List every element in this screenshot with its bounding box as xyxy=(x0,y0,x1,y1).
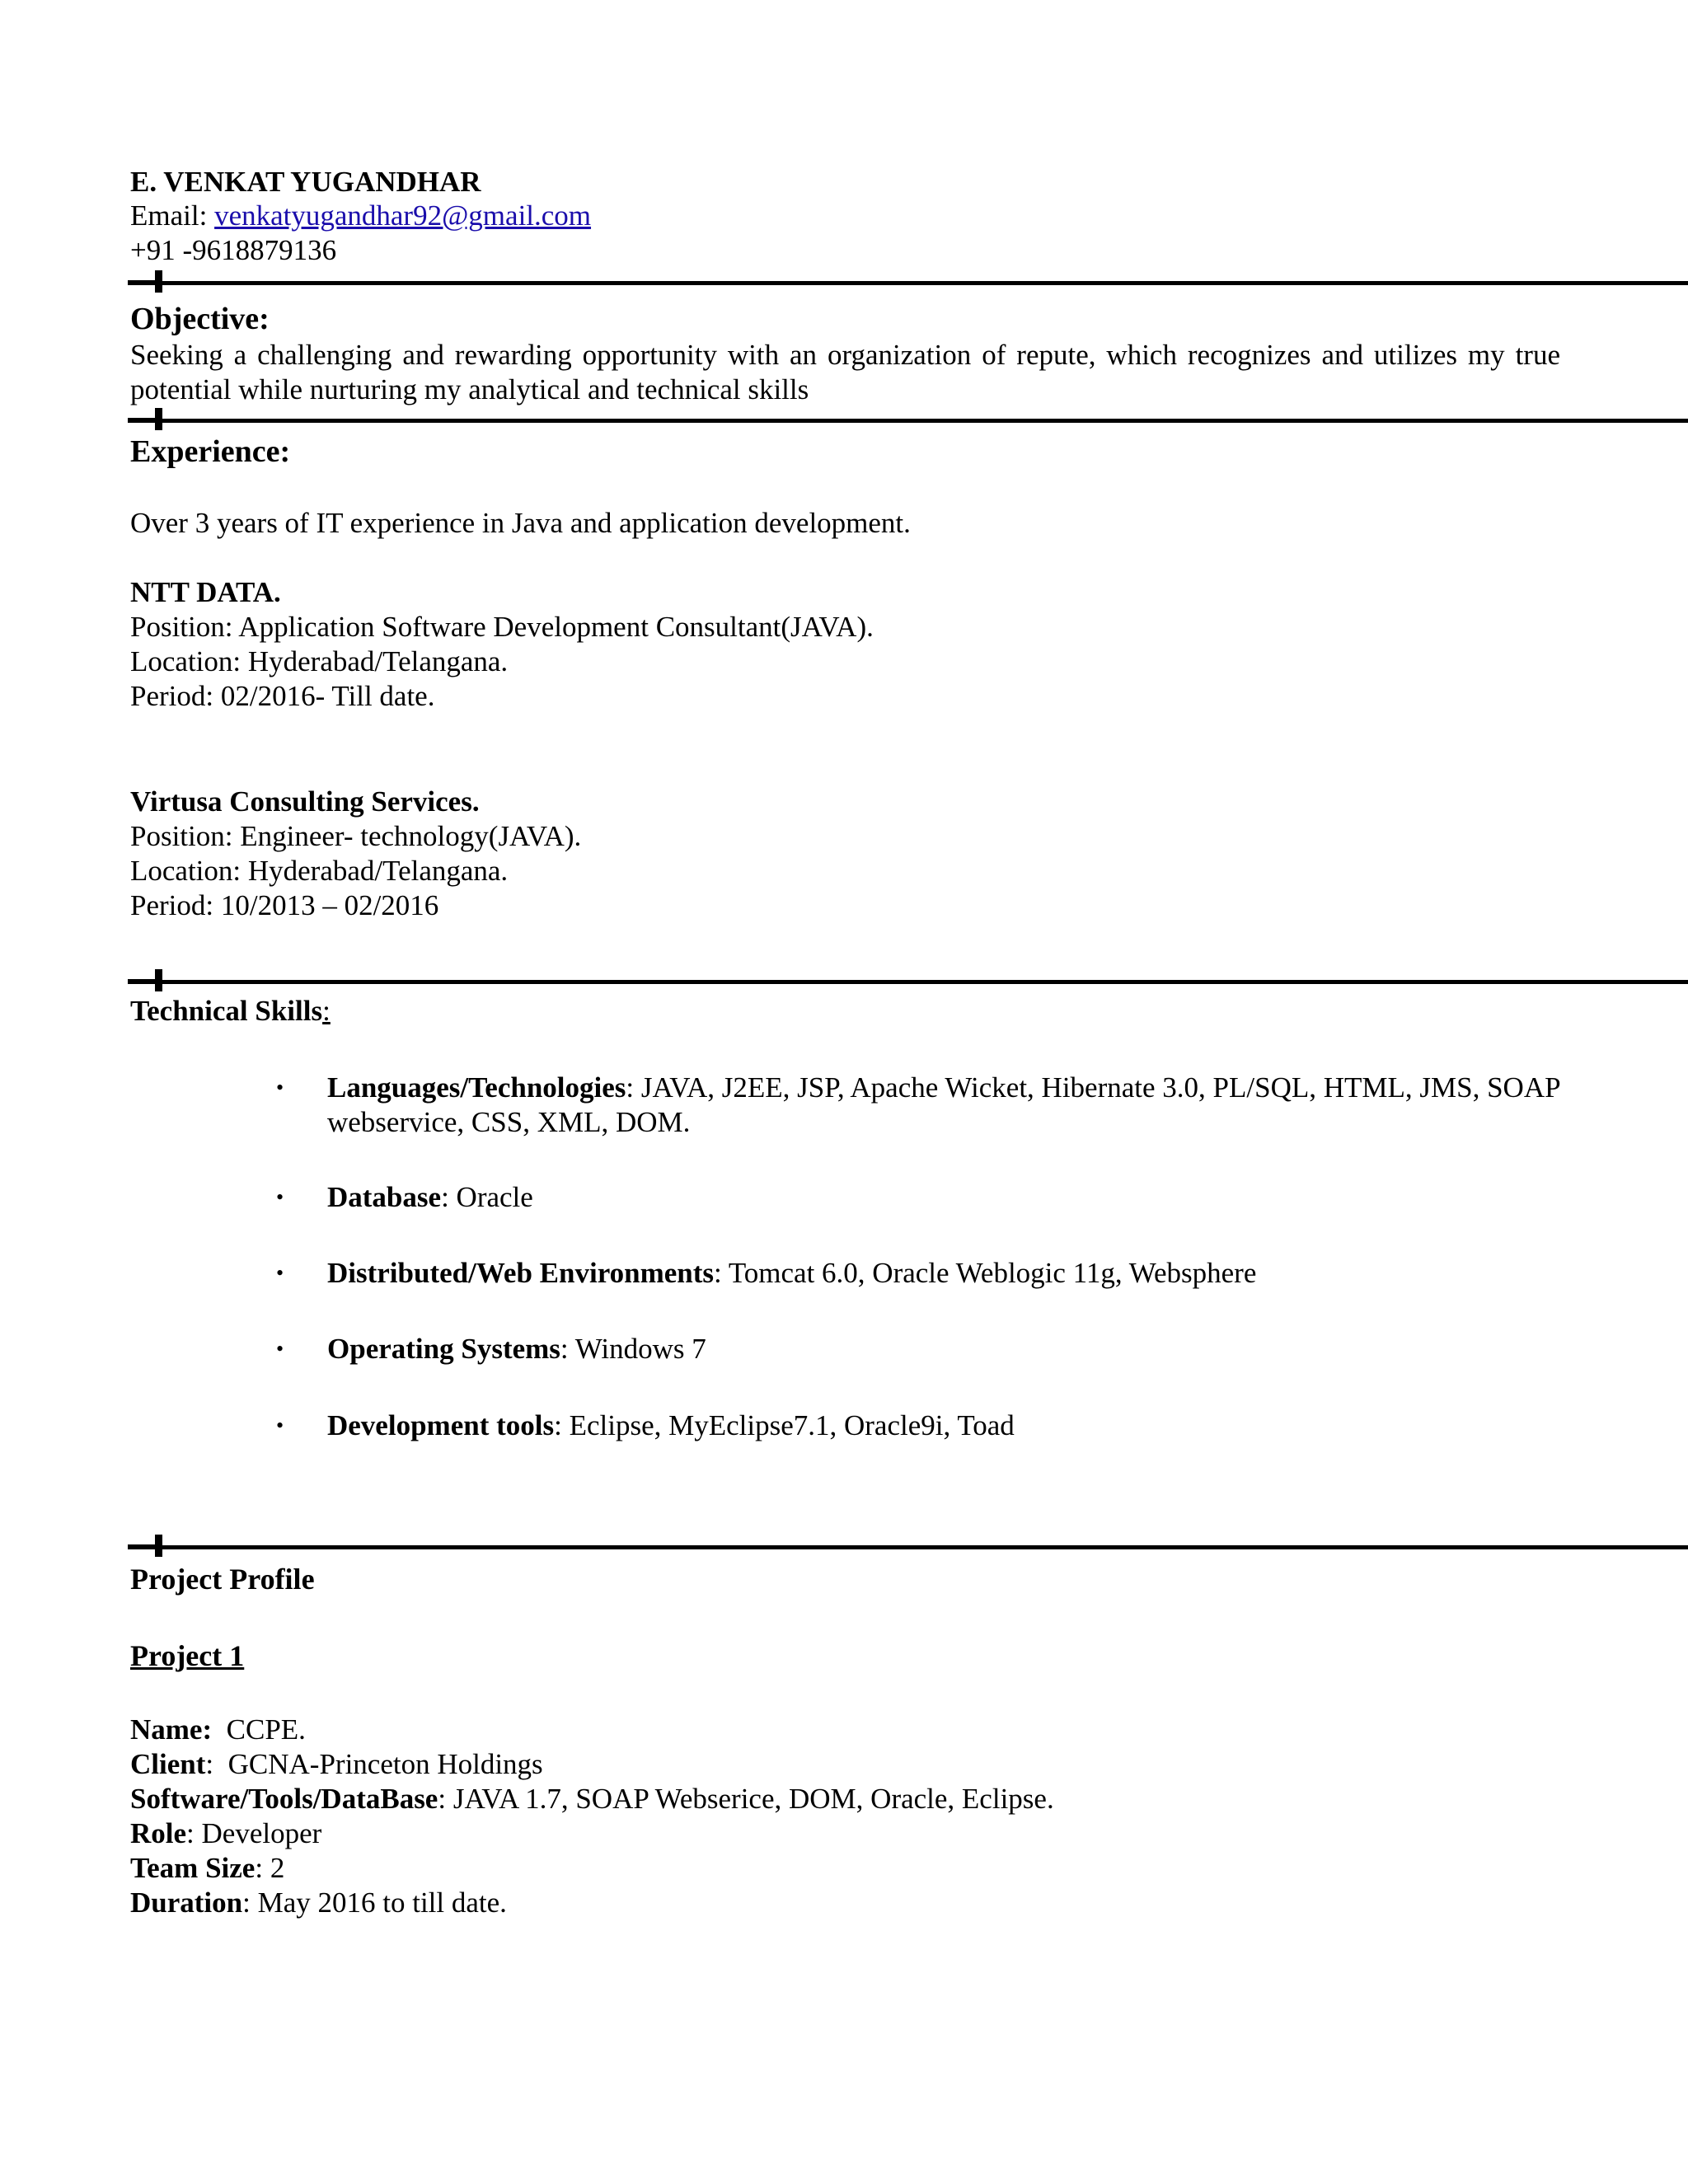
job-position: Position: Application Software Development Consultant(JAVA). xyxy=(130,611,874,643)
job-position: Position: Engineer- technology(JAVA). xyxy=(130,820,582,852)
bullet-icon: • xyxy=(276,1185,284,1209)
field-label: Software/Tools/DataBase xyxy=(130,1783,438,1815)
skill-value: : Tomcat 6.0, Oracle Weblogic 11g, Websphere xyxy=(714,1257,1257,1289)
field-label: Team Size xyxy=(130,1852,256,1884)
email-label: Email: xyxy=(130,199,215,232)
field-value: : 2 xyxy=(255,1852,285,1884)
project-title: Project 1 xyxy=(130,1639,245,1672)
email-link[interactable]: venkatyugandhar92@gmail.com xyxy=(214,199,592,232)
skill-item xyxy=(327,1332,1572,1366)
bullet-icon: • xyxy=(276,1261,284,1285)
field-value: : JAVA 1.7, SOAP Webserice, DOM, Oracle, Eclipse. xyxy=(438,1783,1054,1815)
bullet-icon: • xyxy=(276,1337,284,1361)
job-location: Location: Hyderabad/Telangana. xyxy=(130,645,509,677)
project-team-line xyxy=(130,1851,284,1886)
job-company: NTT DATA. xyxy=(130,576,281,608)
section-divider xyxy=(128,1545,1688,1549)
bullet-icon: • xyxy=(276,1413,284,1437)
field-value: : May 2016 to till date. xyxy=(242,1886,507,1919)
job-company: Virtusa Consulting Services. xyxy=(130,785,480,818)
job-period: Period: 10/2013 – 02/2016 xyxy=(130,889,439,921)
skill-label: Languages/Technologies xyxy=(327,1071,626,1104)
objective-heading: Objective: xyxy=(130,302,270,336)
project-tools-line xyxy=(130,1782,1054,1816)
skill-value: : Windows 7 xyxy=(560,1333,706,1365)
project-profile-heading: Project Profile xyxy=(130,1563,315,1596)
phone-number: +91 -9618879136 xyxy=(130,234,337,266)
skill-item xyxy=(327,1256,1572,1291)
job-period: Period: 02/2016- Till date. xyxy=(130,680,435,712)
skill-value: : Eclipse, MyEclipse7.1, Oracle9i, Toad xyxy=(554,1409,1015,1441)
experience-summary: Over 3 years of IT experience in Java and application development. xyxy=(130,507,911,539)
job-location: Location: Hyderabad/Telangana. xyxy=(130,855,509,887)
skill-label: Distributed/Web Environments xyxy=(327,1257,714,1289)
skill-value: : JAVA, J2EE, JSP, Apache Wicket, Hibernate 3.0, PL/SQL, HTML, JMS, SOAP webservice, CSS, XML, DOM. xyxy=(327,1071,1560,1138)
field-label: Duration xyxy=(130,1886,243,1919)
objective-text: Seeking a challenging and rewarding opportunity with an organization of repute, which recognizes and utilizes my true potential while nurturing my analytical and technical skills xyxy=(130,339,1560,405)
project-duration-line xyxy=(130,1886,507,1920)
skill-label: Database xyxy=(327,1181,442,1213)
email-line xyxy=(130,199,591,233)
skill-item xyxy=(327,1180,1572,1215)
section-divider xyxy=(128,281,1688,285)
skill-item xyxy=(327,1071,1572,1140)
candidate-name: E. VENKAT YUGANDHAR xyxy=(130,166,481,198)
skill-label: Operating Systems xyxy=(327,1333,560,1365)
skill-label: Development tools xyxy=(327,1409,555,1441)
skills-heading-text: Technical Skills xyxy=(130,995,323,1027)
field-label: Client xyxy=(130,1748,206,1780)
section-divider xyxy=(128,980,1688,984)
experience-heading: Experience: xyxy=(130,434,291,469)
section-divider xyxy=(128,419,1688,423)
field-value: : Developer xyxy=(186,1817,322,1849)
skill-value: : Oracle xyxy=(441,1181,533,1213)
field-value: : GCNA-Princeton Holdings xyxy=(205,1748,543,1780)
field-value: CCPE. xyxy=(212,1713,306,1746)
bullet-icon: • xyxy=(276,1076,284,1099)
project-name-line xyxy=(130,1713,306,1747)
project-client-line xyxy=(130,1747,543,1782)
field-label: Role xyxy=(130,1817,187,1849)
skills-heading xyxy=(130,994,331,1029)
skills-heading-colon: : xyxy=(322,995,331,1027)
field-label: Name: xyxy=(130,1713,213,1746)
skill-item xyxy=(327,1408,1572,1443)
project-role-line xyxy=(130,1816,321,1851)
